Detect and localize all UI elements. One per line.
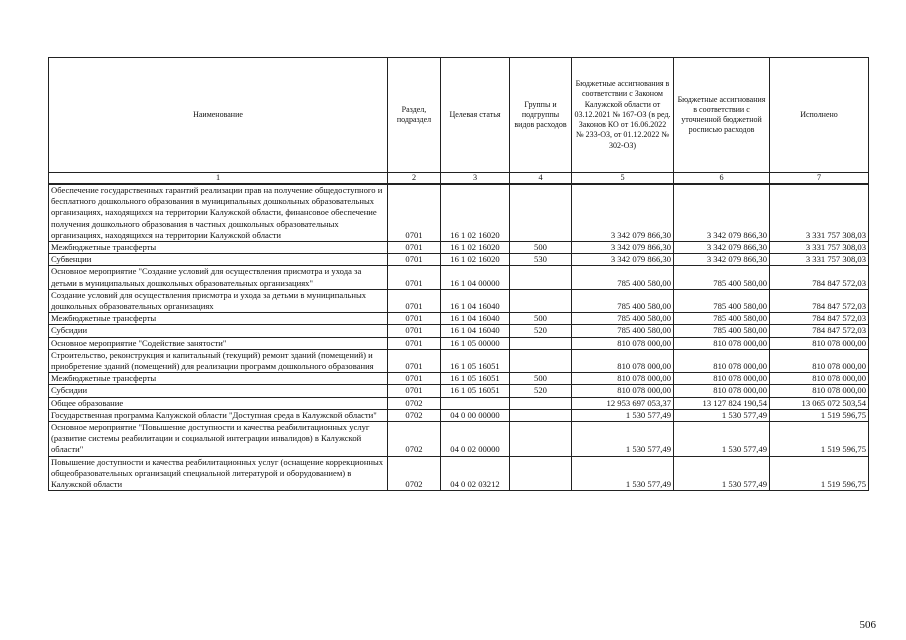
column-number: 4 <box>510 173 572 185</box>
row-plan-amount: 3 342 079 866,30 <box>674 184 770 242</box>
row-expense-group: 530 <box>510 254 572 266</box>
row-expense-group <box>510 422 572 457</box>
header-name: Наименование <box>49 58 388 173</box>
row-section: 0701 <box>388 349 441 372</box>
table-row <box>49 397 869 409</box>
row-law-amount: 3 342 079 866,30 <box>572 184 674 242</box>
row-plan-amount: 1 530 577,49 <box>674 422 770 457</box>
row-section: 0701 <box>388 325 441 337</box>
row-article: 16 1 04 00000 <box>441 266 510 289</box>
row-law-amount: 1 530 577,49 <box>572 409 674 421</box>
page-number: 506 <box>859 619 876 631</box>
row-section: 0701 <box>388 184 441 242</box>
table-body <box>49 184 869 491</box>
row-law-amount: 810 078 000,00 <box>572 385 674 397</box>
row-article: 16 1 04 16040 <box>441 313 510 325</box>
row-name: Межбюджетные трансферты <box>49 242 388 254</box>
row-executed-amount: 1 519 596,75 <box>770 456 869 491</box>
row-expense-group <box>510 349 572 372</box>
row-executed-amount: 784 847 572,03 <box>770 266 869 289</box>
column-number: 5 <box>572 173 674 185</box>
table-row <box>49 266 869 289</box>
row-name: Субсидии <box>49 325 388 337</box>
row-section: 0701 <box>388 289 441 312</box>
row-executed-amount: 3 331 757 308,03 <box>770 184 869 242</box>
row-name: Строительство, реконструкция и капитальный (текущий) ремонт зданий (помещений) и приобретение зданий (помещений) для реализации программ дошкольного образования <box>49 349 388 372</box>
row-expense-group <box>510 337 572 349</box>
row-expense-group: 500 <box>510 313 572 325</box>
table-row <box>49 325 869 337</box>
row-section: 0701 <box>388 385 441 397</box>
row-executed-amount: 1 519 596,75 <box>770 409 869 421</box>
row-name: Повышение доступности и качества реабилитационных услуг (оснащение коррекционных общеобразовательных организаций специальной литературой и оборудованием) в Калужской области <box>49 456 388 491</box>
row-plan-amount: 13 127 824 190,54 <box>674 397 770 409</box>
column-number: 1 <box>49 173 388 185</box>
row-article: 16 1 04 16040 <box>441 289 510 312</box>
row-law-amount: 12 953 697 053,37 <box>572 397 674 409</box>
row-section: 0701 <box>388 254 441 266</box>
table-row <box>49 349 869 372</box>
row-section: 0702 <box>388 397 441 409</box>
column-number: 6 <box>674 173 770 185</box>
row-expense-group: 500 <box>510 373 572 385</box>
row-expense-group <box>510 456 572 491</box>
row-name: Субсидии <box>49 385 388 397</box>
header-refined-appropriations: Бюджетные ассигнования в соответствии с уточненной бюджетной росписью расходов <box>674 58 770 173</box>
row-name: Создание условий для осуществления присмотра и ухода за детьми в муниципальных дошкольных образовательных организациях <box>49 289 388 312</box>
row-law-amount: 785 400 580,00 <box>572 313 674 325</box>
row-section: 0701 <box>388 337 441 349</box>
row-name: Государственная программа Калужской области "Доступная среда в Калужской области" <box>49 409 388 421</box>
row-name: Основное мероприятие "Содействие занятости" <box>49 337 388 349</box>
row-law-amount: 810 078 000,00 <box>572 349 674 372</box>
row-expense-group: 520 <box>510 385 572 397</box>
row-expense-group <box>510 397 572 409</box>
table-row <box>49 409 869 421</box>
row-section: 0702 <box>388 422 441 457</box>
row-expense-group <box>510 266 572 289</box>
row-plan-amount: 1 530 577,49 <box>674 409 770 421</box>
row-article: 16 1 04 16040 <box>441 325 510 337</box>
row-executed-amount: 810 078 000,00 <box>770 373 869 385</box>
row-article: 16 1 05 16051 <box>441 373 510 385</box>
row-article: 16 1 05 00000 <box>441 337 510 349</box>
row-name: Обеспечение государственных гарантий реализации прав на получение общедоступного и бесплатного дошкольного образования в муниципальных дошкольных образовательных организациях, находящихся на территории Калужской области, финансовое обеспечение получения дошкольного образования в частных дошкольных образовательных организациях, находящихся на территории Калужской области <box>49 184 388 242</box>
table-row <box>49 385 869 397</box>
row-name: Основное мероприятие "Повышение доступности и качества реабилитационных услуг (развитие системы реабилитации и социальной интеграции инвалидов) в Калужской области" <box>49 422 388 457</box>
row-expense-group <box>510 289 572 312</box>
header-law-appropriations: Бюджетные ассигнования в соответствии с Законом Калужской области от 03.12.2021 № 167-ОЗ (в ред. Законов КО от 16.06.2022 № 233-ОЗ, от 01.12.2022 № 302-ОЗ) <box>572 58 674 173</box>
column-number: 7 <box>770 173 869 185</box>
header-section: Раздел, подраздел <box>388 58 441 173</box>
row-expense-group: 520 <box>510 325 572 337</box>
row-plan-amount: 785 400 580,00 <box>674 289 770 312</box>
row-article: 04 0 02 00000 <box>441 422 510 457</box>
row-section: 0701 <box>388 266 441 289</box>
row-name: Субвенции <box>49 254 388 266</box>
column-number: 3 <box>441 173 510 185</box>
row-plan-amount: 810 078 000,00 <box>674 385 770 397</box>
row-section: 0701 <box>388 313 441 325</box>
row-executed-amount: 784 847 572,03 <box>770 313 869 325</box>
row-law-amount: 785 400 580,00 <box>572 325 674 337</box>
row-executed-amount: 13 065 072 503,54 <box>770 397 869 409</box>
row-law-amount: 810 078 000,00 <box>572 337 674 349</box>
row-law-amount: 1 530 577,49 <box>572 456 674 491</box>
row-executed-amount: 3 331 757 308,03 <box>770 254 869 266</box>
row-law-amount: 810 078 000,00 <box>572 373 674 385</box>
row-name: Основное мероприятие "Создание условий для осуществления присмотра и ухода за детьми в муниципальных дошкольных образовательных организациях" <box>49 266 388 289</box>
row-name: Межбюджетные трансферты <box>49 373 388 385</box>
row-plan-amount: 810 078 000,00 <box>674 373 770 385</box>
row-section: 0701 <box>388 242 441 254</box>
table-row <box>49 373 869 385</box>
row-expense-group: 500 <box>510 242 572 254</box>
row-law-amount: 3 342 079 866,30 <box>572 254 674 266</box>
table-row <box>49 242 869 254</box>
row-article: 04 0 00 00000 <box>441 409 510 421</box>
column-number: 2 <box>388 173 441 185</box>
row-section: 0702 <box>388 409 441 421</box>
header-executed: Исполнено <box>770 58 869 173</box>
row-plan-amount: 785 400 580,00 <box>674 313 770 325</box>
table-row <box>49 456 869 491</box>
row-article: 16 1 05 16051 <box>441 385 510 397</box>
table-row <box>49 254 869 266</box>
row-plan-amount: 785 400 580,00 <box>674 266 770 289</box>
header-expense-group: Группы и подгруппы видов расходов <box>510 58 572 173</box>
row-plan-amount: 1 530 577,49 <box>674 456 770 491</box>
row-law-amount: 3 342 079 866,30 <box>572 242 674 254</box>
row-section: 0701 <box>388 373 441 385</box>
row-article: 04 0 02 03212 <box>441 456 510 491</box>
row-executed-amount: 1 519 596,75 <box>770 422 869 457</box>
row-plan-amount: 3 342 079 866,30 <box>674 242 770 254</box>
table-row <box>49 337 869 349</box>
row-executed-amount: 784 847 572,03 <box>770 289 869 312</box>
budget-table <box>48 57 869 491</box>
row-executed-amount: 784 847 572,03 <box>770 325 869 337</box>
row-article: 16 1 02 16020 <box>441 184 510 242</box>
header-article: Целевая статья <box>441 58 510 173</box>
row-expense-group <box>510 409 572 421</box>
row-plan-amount: 3 342 079 866,30 <box>674 254 770 266</box>
row-article: 16 1 02 16020 <box>441 254 510 266</box>
row-article: 16 1 02 16020 <box>441 242 510 254</box>
row-plan-amount: 810 078 000,00 <box>674 349 770 372</box>
table-row <box>49 289 869 312</box>
row-executed-amount: 810 078 000,00 <box>770 385 869 397</box>
row-plan-amount: 785 400 580,00 <box>674 325 770 337</box>
row-executed-amount: 3 331 757 308,03 <box>770 242 869 254</box>
row-name: Межбюджетные трансферты <box>49 313 388 325</box>
table-row <box>49 184 869 242</box>
column-number-row <box>49 173 869 185</box>
table-row <box>49 422 869 457</box>
row-law-amount: 1 530 577,49 <box>572 422 674 457</box>
row-plan-amount: 810 078 000,00 <box>674 337 770 349</box>
row-section: 0702 <box>388 456 441 491</box>
row-executed-amount: 810 078 000,00 <box>770 337 869 349</box>
row-name: Общее образование <box>49 397 388 409</box>
header-row <box>49 58 869 173</box>
row-article: 16 1 05 16051 <box>441 349 510 372</box>
row-law-amount: 785 400 580,00 <box>572 266 674 289</box>
row-expense-group <box>510 184 572 242</box>
table-row <box>49 313 869 325</box>
row-law-amount: 785 400 580,00 <box>572 289 674 312</box>
row-article <box>441 397 510 409</box>
row-executed-amount: 810 078 000,00 <box>770 349 869 372</box>
